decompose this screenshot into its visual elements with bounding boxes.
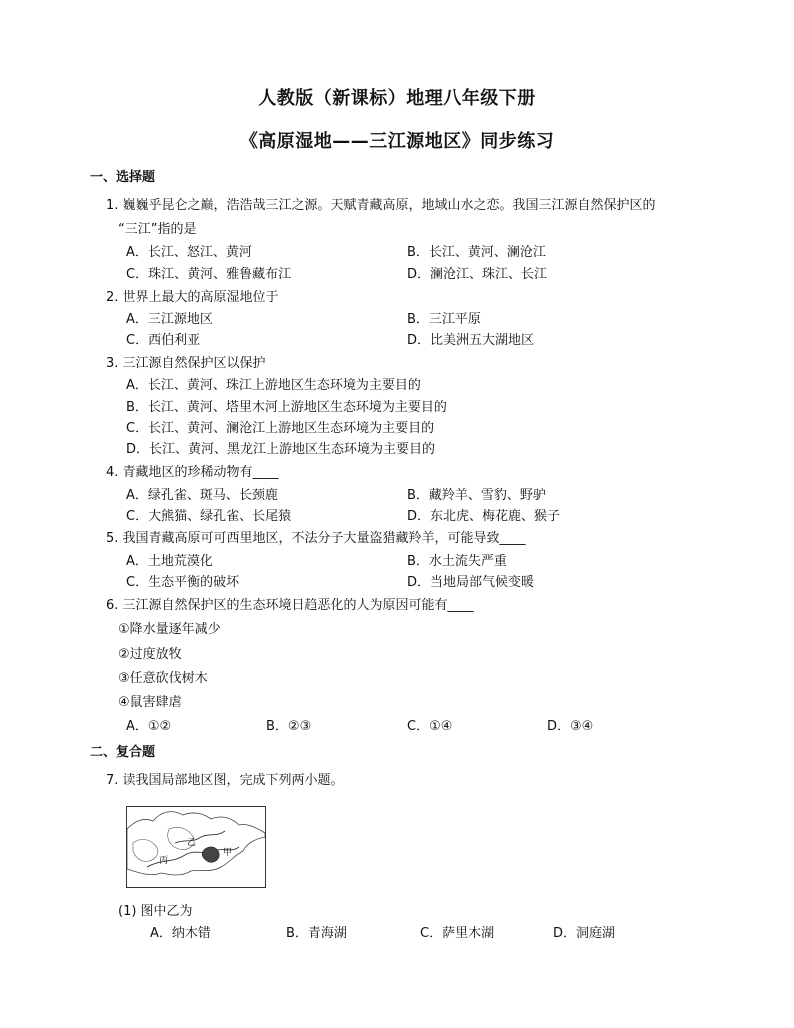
regional-map-drawing [127,807,265,887]
question-2-option-d[interactable]: D．比美洲五大湖地区 [407,333,535,348]
question-6-item-3: ③任意砍伐树木 [118,671,208,686]
map-label-bing: 丙 [159,856,169,866]
question-7-option-a[interactable]: A．纳木错 [150,926,211,941]
question-4-stem: 4. 青藏地区的珍稀动物有____ [106,465,279,480]
question-6-option-a[interactable]: A．①② [126,719,172,734]
question-3-option-b[interactable]: B．长江、黄河、塔里木河上游地区生态环境为主要目的 [126,400,447,415]
question-1-stem-cont: “三江”指的是 [118,222,197,237]
question-7-sub-1-stem: (1) 图中乙为 [118,904,193,919]
question-1-stem: 1. 巍巍乎昆仑之巅，浩浩哉三江之源。天赋青藏高原，地域山水之恋。我国三江源自然保护区的 [106,198,656,213]
question-4-option-b[interactable]: B．藏羚羊、雪豹、野驴 [407,488,546,503]
section-heading-composite: 二、复合题 [90,745,156,760]
question-4-option-d[interactable]: D．东北虎、梅花鹿、猴子 [407,509,561,524]
question-5-option-d[interactable]: D．当地局部气候变暖 [407,575,535,590]
question-5-option-b[interactable]: B．水土流失严重 [407,554,507,569]
question-3-option-d[interactable]: D．长江、黄河、黑龙江上游地区生态环境为主要目的 [126,442,436,457]
question-2-option-a[interactable]: A．三江源地区 [126,312,213,327]
question-6-item-2: ②过度放牧 [118,647,182,662]
map-label-yi: 乙 [187,838,197,848]
page-subtitle: 《高原湿地——三江源地区》同步练习 [239,131,555,152]
page-title: 人教版（新课标）地理八年级下册 [258,88,536,109]
question-2-stem: 2. 世界上最大的高原湿地位于 [106,290,279,305]
question-1-option-a[interactable]: A．长江、怒江、黄河 [126,245,252,260]
question-6-option-c[interactable]: C．①④ [407,719,453,734]
question-2-option-c[interactable]: C．西伯利亚 [126,333,201,348]
question-6-option-b[interactable]: B．②③ [266,719,312,734]
question-2-option-b[interactable]: B．三江平原 [407,312,481,327]
question-7-option-d[interactable]: D．洞庭湖 [553,926,616,941]
question-5-stem: 5. 我国青藏高原可可西里地区，不法分子大量盗猎藏羚羊，可能导致____ [106,531,526,546]
question-4-option-c[interactable]: C．大熊猫、绿孔雀、长尾猿 [126,509,292,524]
question-7-option-b[interactable]: B．青海湖 [286,926,347,941]
question-1-option-b[interactable]: B．长江、黄河、澜沧江 [407,245,546,260]
map-label-jia: 甲 [223,848,233,858]
regional-map [126,806,266,888]
question-7-option-c[interactable]: C．萨里木湖 [420,926,495,941]
question-5-option-c[interactable]: C．生态平衡的破坏 [126,575,240,590]
question-6-item-1: ①降水量逐年减少 [118,622,221,637]
question-6-stem: 6. 三江源自然保护区的生态环境日趋恶化的人为原因可能有____ [106,598,474,613]
question-1-option-d[interactable]: D．澜沧江、珠江、长江 [407,267,548,282]
question-3-option-c[interactable]: C．长江、黄河、澜沧江上游地区生态环境为主要目的 [126,421,435,436]
question-1-option-c[interactable]: C．珠江、黄河、雅鲁藏布江 [126,267,292,282]
question-3-stem: 3. 三江源自然保护区以保护 [106,356,266,371]
question-3-option-a[interactable]: A．长江、黄河、珠江上游地区生态环境为主要目的 [126,378,421,393]
question-4-option-a[interactable]: A．绿孔雀、斑马、长颈鹿 [126,488,278,503]
question-5-option-a[interactable]: A．土地荒漠化 [126,554,213,569]
section-heading-choice: 一、选择题 [90,170,156,185]
question-6-option-d[interactable]: D．③④ [547,719,594,734]
question-7-stem: 7. 读我国局部地区图，完成下列两小题。 [106,773,344,788]
question-6-item-4: ④鼠害肆虐 [118,695,182,710]
